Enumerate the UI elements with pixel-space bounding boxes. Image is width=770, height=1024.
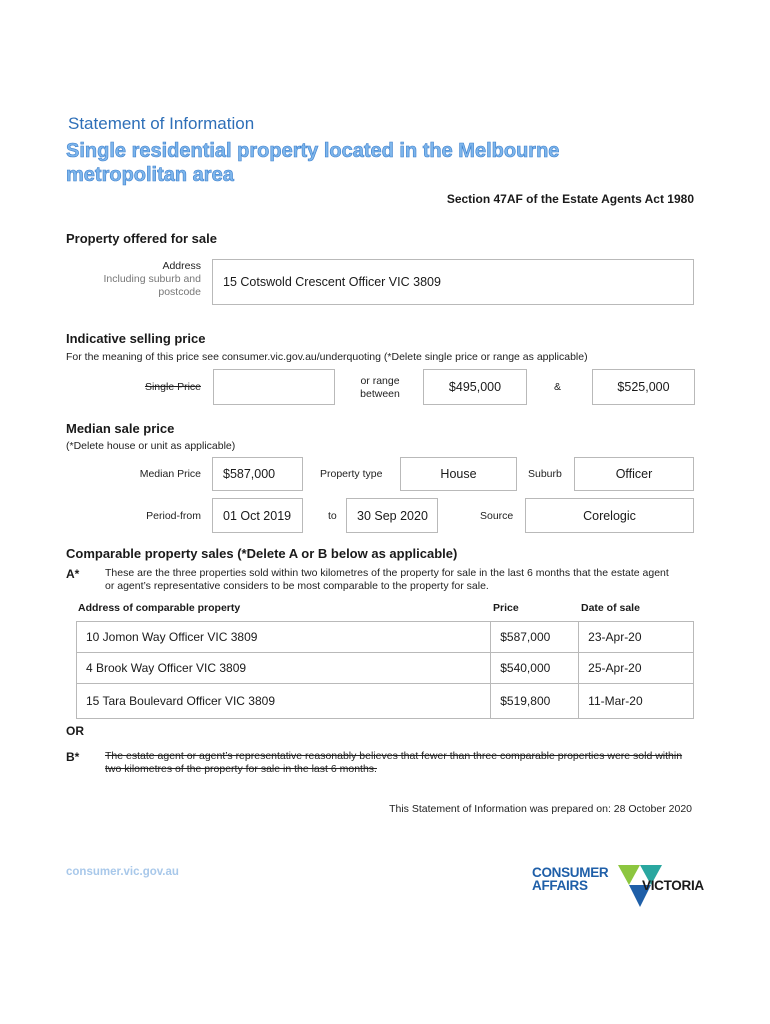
- comparable-table: [76, 621, 694, 719]
- logo-line: CONSUMER: [532, 865, 609, 880]
- range-label-line: between: [360, 388, 400, 400]
- median-title: Median sale price: [66, 421, 175, 436]
- range-label-line: or range: [360, 375, 400, 387]
- median-price-label: Median Price: [139, 468, 201, 480]
- comparable-price[interactable]: $587,000: [491, 622, 579, 653]
- indicative-price-note: For the meaning of this price see consumer.vic.gov.au/underquoting (*Delete single price or range as applicable): [66, 351, 588, 363]
- option-b-text: The estate agent or agent’s representative reasonably believes that fewer than three comparable properties were sold within two kilometres of the property for sale in the last 6 months.: [105, 750, 683, 775]
- address-label: Address: [162, 260, 201, 272]
- comparable-date[interactable]: 25-Apr-20: [579, 653, 694, 684]
- period-to-field[interactable]: 30 Sep 2020: [346, 498, 438, 533]
- prepared-date: This Statement of Information was prepared on: 28 October 2020: [389, 803, 692, 815]
- source-field[interactable]: Corelogic: [525, 498, 694, 533]
- period-to-label: to: [328, 510, 337, 522]
- table-row: [77, 684, 694, 719]
- period-from-label: Period-from: [146, 510, 201, 522]
- period-from-field[interactable]: 01 Oct 2019: [212, 498, 303, 533]
- document-label: Statement of Information: [68, 114, 255, 133]
- address-label-block: [70, 260, 201, 299]
- page-title: Single residential property located in the Melbourne metropolitan area: [66, 140, 560, 186]
- source-label: Source: [480, 510, 514, 522]
- address-sublabel: Including suburb and: [103, 273, 201, 285]
- property-type-label: Property type: [320, 468, 383, 480]
- option-b-marker: B*: [66, 750, 80, 764]
- table-row: [77, 622, 694, 653]
- comparable-price[interactable]: $540,000: [491, 653, 579, 684]
- section-reference: Section 47AF of the Estate Agents Act 1980: [446, 192, 694, 206]
- logo-line: AFFAIRS: [532, 878, 588, 893]
- website-link[interactable]: consumer.vic.gov.au: [66, 866, 179, 878]
- option-a-text: These are the three properties sold within two kilometres of the property for sale in the last 6 months that the estate agent or agent’s representative considers to be most comparable to the property for sale.: [105, 567, 669, 592]
- comparable-address[interactable]: 4 Brook Way Officer VIC 3809: [77, 653, 491, 684]
- single-price-field[interactable]: [213, 369, 335, 405]
- table-row: [77, 653, 694, 684]
- comparable-title: Comparable property sales (*Delete A or B below as applicable): [66, 546, 458, 561]
- col-date-header: Date of sale: [581, 602, 640, 614]
- comparable-address[interactable]: 15 Tara Boulevard Officer VIC 3809: [77, 684, 491, 719]
- suburb-field[interactable]: Officer: [574, 457, 694, 491]
- property-offered-title: Property offered for sale: [66, 231, 217, 246]
- comparable-date[interactable]: 11-Mar-20: [579, 684, 694, 719]
- address-field[interactable]: 15 Cotswold Crescent Officer VIC 3809: [212, 259, 694, 305]
- comparable-date[interactable]: 23-Apr-20: [579, 622, 694, 653]
- median-note: (*Delete house or unit as applicable): [66, 440, 236, 452]
- range-label: [345, 375, 415, 401]
- comparable-price[interactable]: $519,800: [491, 684, 579, 719]
- col-price-header: Price: [493, 602, 519, 614]
- or-label: OR: [66, 724, 84, 738]
- option-a-marker: A*: [66, 567, 80, 581]
- comparable-address[interactable]: 10 Jomon Way Officer VIC 3809: [77, 622, 491, 653]
- suburb-label: Suburb: [528, 468, 562, 480]
- single-price-label: Single Price: [144, 381, 201, 393]
- col-address-header: Address of comparable property: [78, 602, 241, 614]
- range-high-field[interactable]: $525,000: [592, 369, 695, 405]
- consumer-affairs-logo: [530, 861, 704, 911]
- median-price-field[interactable]: $587,000: [212, 457, 303, 491]
- address-sublabel: postcode: [158, 286, 201, 298]
- indicative-price-title: Indicative selling price: [66, 331, 206, 346]
- property-type-field[interactable]: House: [400, 457, 517, 491]
- range-ampersand: &: [554, 381, 562, 393]
- range-low-field[interactable]: $495,000: [423, 369, 527, 405]
- logo-line: VICTORIA: [642, 878, 704, 893]
